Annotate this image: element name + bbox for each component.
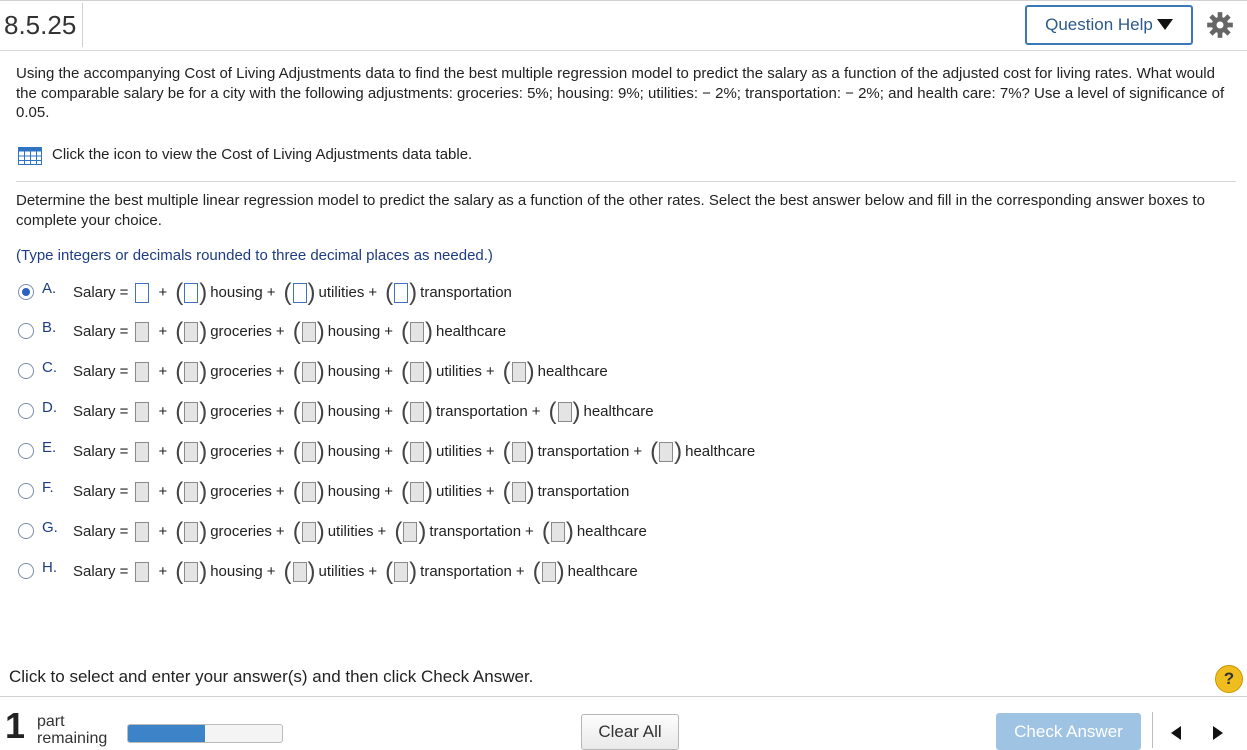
variable-label: transportation	[537, 483, 630, 500]
rounding-hint: (Type integers or decimals rounded to three decimal places as needed.)	[16, 247, 493, 264]
salary-label: Salary =	[73, 523, 129, 540]
open-paren: (	[401, 478, 409, 505]
coefficient-input[interactable]	[184, 562, 198, 582]
close-paren: )	[526, 478, 535, 505]
coefficient-group	[650, 440, 685, 464]
option-letter: E.	[42, 439, 57, 456]
coefficient-group	[175, 560, 210, 584]
plus-sign: +	[384, 403, 393, 420]
open-paren: (	[175, 558, 184, 585]
close-paren: )	[565, 518, 574, 545]
coefficient-group	[175, 281, 210, 305]
variable-label: utilities	[436, 483, 482, 500]
gear-icon[interactable]	[1206, 11, 1234, 39]
variable-label: transportation	[436, 403, 528, 420]
coefficient-input[interactable]	[659, 442, 673, 462]
plus-sign: +	[158, 443, 168, 460]
question-number: 8.5.25	[0, 3, 83, 47]
close-paren: )	[199, 318, 208, 345]
question-help-button[interactable]	[1025, 5, 1193, 45]
coefficient-group	[549, 400, 584, 424]
coefficient-group	[533, 560, 568, 584]
open-paren: (	[175, 518, 184, 545]
variable-label: groceries	[210, 323, 272, 340]
variable-label: healthcare	[436, 323, 507, 340]
table-icon[interactable]	[18, 147, 42, 165]
open-paren: (	[175, 438, 184, 465]
coefficient-input[interactable]	[184, 283, 198, 303]
close-paren: )	[199, 478, 208, 505]
coefficient-input[interactable]	[542, 562, 556, 582]
plus-sign: +	[525, 523, 534, 540]
open-paren: (	[292, 518, 301, 545]
coefficient-input[interactable]	[410, 402, 424, 422]
open-paren: (	[292, 318, 301, 345]
coefficient-input[interactable]	[184, 322, 198, 342]
coefficient-input[interactable]	[302, 322, 316, 342]
variable-label: transportation	[420, 563, 512, 580]
option-letter: C.	[42, 359, 57, 376]
regression-equation	[73, 440, 755, 464]
data-table-link-text[interactable]: Click the icon to view the Cost of Living Adjustments data table.	[52, 146, 473, 163]
footer-divider	[0, 696, 1247, 697]
plus-sign: +	[384, 443, 393, 460]
open-paren: (	[502, 358, 511, 385]
plus-sign: +	[531, 403, 541, 420]
variable-label: transportation	[420, 284, 512, 301]
plus-sign: +	[368, 284, 378, 301]
open-paren: (	[175, 478, 184, 505]
regression-equation	[73, 281, 512, 305]
coefficient-group	[175, 480, 210, 504]
header-bar	[0, 1, 1247, 51]
close-paren: )	[307, 558, 316, 585]
coefficient-input[interactable]	[410, 442, 424, 462]
coefficient-input[interactable]	[394, 562, 408, 582]
coefficient-input[interactable]	[394, 283, 408, 303]
coefficient-input[interactable]	[302, 442, 316, 462]
coefficient-input[interactable]	[184, 402, 198, 422]
salary-label: Salary =	[73, 323, 129, 340]
close-paren: )	[572, 398, 581, 425]
close-paren: )	[316, 438, 325, 465]
regression-equation	[73, 560, 638, 584]
open-paren: (	[385, 279, 394, 306]
coefficient-group	[284, 560, 319, 584]
close-paren: )	[409, 558, 418, 585]
variable-label: groceries	[210, 523, 272, 540]
variable-label: utilities	[436, 363, 482, 380]
option-radio[interactable]	[18, 284, 34, 300]
open-paren: (	[292, 478, 301, 505]
salary-label: Salary =	[73, 563, 129, 580]
option-letter: B.	[42, 319, 57, 336]
coefficient-input[interactable]	[293, 283, 307, 303]
variable-label: housing	[327, 483, 381, 500]
open-paren: (	[401, 398, 409, 425]
open-paren: (	[385, 558, 394, 585]
plus-sign: +	[158, 483, 168, 500]
variable-label: utilities	[318, 563, 365, 580]
plus-sign: +	[275, 523, 285, 540]
close-paren: )	[425, 398, 433, 425]
close-paren: )	[425, 358, 433, 385]
intercept-input[interactable]	[135, 522, 149, 542]
plus-sign: +	[275, 363, 285, 380]
open-paren: (	[502, 438, 511, 465]
option-radio[interactable]	[18, 443, 34, 459]
close-paren: )	[418, 518, 427, 545]
salary-label: Salary =	[73, 363, 129, 380]
plus-sign: +	[158, 284, 168, 301]
coefficient-group	[401, 480, 436, 504]
option-letter: G.	[42, 519, 58, 536]
coefficient-group	[503, 480, 538, 504]
open-paren: (	[502, 478, 511, 505]
variable-label: healthcare	[537, 363, 608, 380]
regression-equation	[73, 400, 654, 424]
coefficient-group	[293, 360, 328, 384]
intercept-input[interactable]	[135, 442, 149, 462]
close-paren: )	[199, 558, 208, 585]
intercept-input[interactable]	[135, 402, 149, 422]
variable-label: transportation	[429, 523, 522, 540]
open-paren: (	[401, 438, 409, 465]
option-radio[interactable]	[18, 483, 34, 499]
plus-sign: +	[275, 443, 285, 460]
open-paren: (	[292, 438, 301, 465]
close-paren: )	[425, 478, 433, 505]
variable-label: housing	[327, 323, 381, 340]
close-paren: )	[199, 398, 208, 425]
salary-label: Salary =	[73, 443, 129, 460]
intercept-input[interactable]	[135, 482, 149, 502]
coefficient-input[interactable]	[302, 482, 316, 502]
close-paren: )	[316, 398, 325, 425]
plus-sign: +	[158, 363, 168, 380]
coefficient-input[interactable]	[302, 402, 316, 422]
coefficient-group	[293, 520, 328, 544]
close-paren: )	[425, 318, 433, 345]
regression-equation	[73, 520, 647, 544]
close-paren: )	[199, 518, 208, 545]
regression-equation	[73, 320, 506, 344]
coefficient-group	[542, 520, 577, 544]
question-help-label: Question Help	[1045, 15, 1153, 34]
salary-label: Salary =	[73, 483, 129, 500]
plus-sign: +	[266, 284, 276, 301]
coefficient-input[interactable]	[512, 362, 526, 382]
help-icon[interactable]: ?	[1215, 665, 1243, 693]
open-paren: (	[532, 558, 541, 585]
option-letter: F.	[42, 479, 54, 496]
clear-all-button[interactable]: Clear All	[581, 714, 679, 750]
coefficient-group	[293, 400, 328, 424]
progress-fill	[128, 725, 205, 742]
open-paren: (	[394, 518, 403, 545]
close-paren: )	[199, 279, 208, 306]
coefficient-group	[385, 560, 420, 584]
variable-label: utilities	[436, 443, 482, 460]
close-paren: )	[199, 358, 208, 385]
variable-label: groceries	[210, 443, 272, 460]
plus-sign: +	[633, 443, 643, 460]
regression-equation	[73, 360, 608, 384]
plus-sign: +	[384, 483, 393, 500]
plus-sign: +	[384, 323, 393, 340]
open-paren: (	[401, 358, 409, 385]
close-paren: )	[556, 558, 565, 585]
plus-sign: +	[158, 403, 168, 420]
salary-label: Salary =	[73, 284, 129, 301]
parts-remaining-label	[37, 713, 107, 747]
variable-label: healthcare	[583, 403, 654, 420]
plus-sign: +	[275, 323, 285, 340]
open-paren: (	[175, 358, 184, 385]
variable-label: housing	[210, 563, 263, 580]
close-paren: )	[425, 438, 433, 465]
open-paren: (	[175, 279, 184, 306]
variable-label: healthcare	[576, 523, 647, 540]
intercept-input[interactable]	[135, 283, 149, 303]
coefficient-group	[293, 320, 328, 344]
close-paren: )	[526, 358, 535, 385]
parts-label-line2: remaining	[37, 730, 108, 747]
option-radio[interactable]	[18, 563, 34, 579]
coefficient-group	[503, 360, 538, 384]
option-letter: H.	[42, 559, 57, 576]
variable-label: housing	[210, 284, 263, 301]
parts-label-line1: part	[37, 713, 65, 730]
coefficient-group	[401, 440, 436, 464]
coefficient-group	[503, 440, 538, 464]
coefficient-input[interactable]	[410, 322, 424, 342]
option-radio[interactable]	[18, 523, 34, 539]
regression-equation	[73, 480, 629, 504]
plus-sign: +	[158, 523, 168, 540]
variable-label: transportation	[537, 443, 630, 460]
variable-label: groceries	[210, 483, 272, 500]
plus-sign: +	[485, 443, 495, 460]
close-paren: )	[526, 438, 535, 465]
parts-remaining-count: 1	[5, 705, 26, 746]
option-letter: D.	[42, 399, 57, 416]
coefficient-input[interactable]	[551, 522, 565, 542]
variable-label: groceries	[210, 363, 272, 380]
close-paren: )	[307, 279, 316, 306]
coefficient-input[interactable]	[302, 522, 316, 542]
intercept-input[interactable]	[135, 562, 149, 582]
open-paren: (	[175, 318, 184, 345]
nav-separator	[1152, 712, 1153, 748]
check-answer-button[interactable]: Check Answer	[996, 713, 1141, 750]
close-paren: )	[674, 438, 683, 465]
salary-label: Salary =	[73, 403, 129, 420]
footer-instruction: Click to select and enter your answer(s) and then click Check Answer.	[9, 667, 534, 686]
plus-sign: +	[515, 563, 525, 580]
variable-label: utilities	[318, 284, 365, 301]
variable-label: healthcare	[685, 443, 756, 460]
coefficient-input[interactable]	[293, 562, 307, 582]
option-radio[interactable]	[18, 323, 34, 339]
open-paren: (	[292, 358, 301, 385]
plus-sign: +	[158, 323, 168, 340]
plus-sign: +	[377, 523, 387, 540]
option-radio[interactable]	[18, 363, 34, 379]
coefficient-group	[385, 281, 420, 305]
coefficient-group	[394, 520, 429, 544]
option-letter: A.	[42, 280, 57, 297]
coefficient-group	[175, 360, 210, 384]
next-arrow-icon[interactable]	[1205, 720, 1231, 746]
dropdown-triangle-icon	[1157, 19, 1173, 30]
plus-sign: +	[485, 483, 495, 500]
option-radio[interactable]	[18, 403, 34, 419]
variable-label: utilities	[327, 523, 374, 540]
coefficient-group	[175, 320, 210, 344]
plus-sign: +	[266, 563, 276, 580]
open-paren: (	[283, 279, 292, 306]
coefficient-input[interactable]	[302, 362, 316, 382]
close-paren: )	[199, 438, 208, 465]
coefficient-group	[175, 440, 210, 464]
coefficient-group	[401, 320, 436, 344]
coefficient-group	[401, 360, 436, 384]
prompt-text: Using the accompanying Cost of Living Adjustments data to find the best multiple regression model to predict the salary as a function of the adjusted cost for living rates. What would the comparable salary be for a city with the following adjustments: groceries: 5%; housing: 9%; utilities: − 2%; transportation: − 2%; and health care: 7%? Use a level of significance of 0.05.	[16, 65, 1225, 121]
question-text: Determine the best multiple linear regression model to predict the salary as a function of the other rates. Select the best answer below and fill in the corresponding answer boxes to complete your choice.	[16, 192, 1205, 229]
progress-bar	[127, 724, 283, 743]
coefficient-group	[293, 440, 328, 464]
plus-sign: +	[485, 363, 495, 380]
coefficient-input[interactable]	[512, 482, 526, 502]
coefficient-input[interactable]	[410, 482, 424, 502]
intercept-input[interactable]	[135, 322, 149, 342]
plus-sign: +	[158, 563, 168, 580]
variable-label: housing	[327, 403, 381, 420]
open-paren: (	[175, 398, 184, 425]
coefficient-group	[175, 400, 210, 424]
coefficient-input[interactable]	[410, 362, 424, 382]
coefficient-group	[284, 281, 319, 305]
coefficient-input[interactable]	[184, 522, 198, 542]
coefficient-input[interactable]	[512, 442, 526, 462]
open-paren: (	[541, 518, 550, 545]
coefficient-input[interactable]	[184, 362, 198, 382]
coefficient-input[interactable]	[184, 482, 198, 502]
plus-sign: +	[384, 363, 393, 380]
coefficient-input[interactable]	[184, 442, 198, 462]
plus-sign: +	[368, 563, 378, 580]
close-paren: )	[316, 478, 325, 505]
coefficient-group	[401, 400, 436, 424]
coefficient-input[interactable]	[403, 522, 417, 542]
variable-label: housing	[327, 363, 381, 380]
variable-label: healthcare	[567, 563, 638, 580]
close-paren: )	[409, 279, 418, 306]
open-paren: (	[292, 398, 301, 425]
coefficient-group	[293, 480, 328, 504]
plus-sign: +	[275, 403, 285, 420]
section-divider	[16, 181, 1236, 182]
close-paren: )	[316, 518, 325, 545]
plus-sign: +	[275, 483, 285, 500]
open-paren: (	[548, 398, 557, 425]
close-paren: )	[316, 318, 325, 345]
open-paren: (	[283, 558, 292, 585]
prev-arrow-icon[interactable]	[1163, 720, 1189, 746]
coefficient-input[interactable]	[558, 402, 572, 422]
variable-label: housing	[327, 443, 381, 460]
coefficient-group	[175, 520, 210, 544]
open-paren: (	[401, 318, 409, 345]
intercept-input[interactable]	[135, 362, 149, 382]
open-paren: (	[650, 438, 659, 465]
variable-label: groceries	[210, 403, 272, 420]
close-paren: )	[316, 358, 325, 385]
